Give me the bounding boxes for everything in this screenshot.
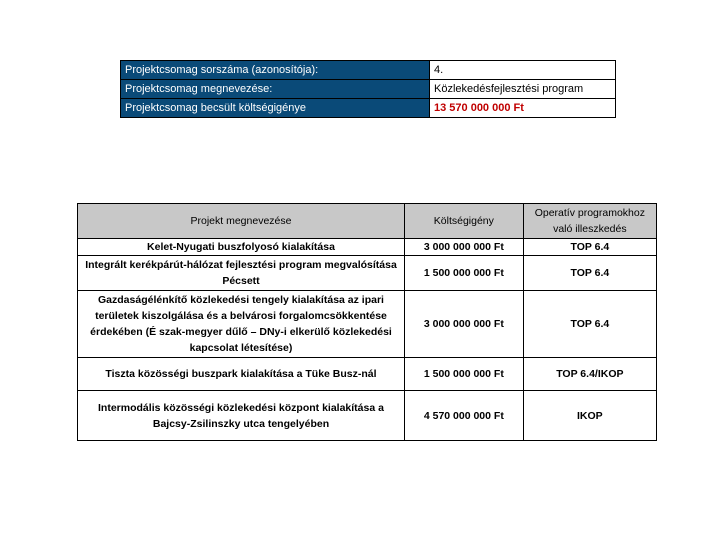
project-cost: 4 570 000 000 Ft	[404, 391, 523, 441]
project-name: Kelet-Nyugati buszfolyosó kialakítása	[78, 239, 405, 256]
info-value-name: Közlekedésfejlesztési program	[430, 80, 616, 99]
project-program: TOP 6.4	[523, 256, 656, 291]
project-name: Tiszta közösségi buszpark kialakítása a Tüke Busz-nál	[78, 358, 405, 391]
info-label-id: Projektcsomag sorszáma (azonosítója):	[121, 61, 430, 80]
project-package-info-table	[120, 60, 616, 118]
table-row	[78, 391, 657, 441]
project-program: IKOP	[523, 391, 656, 441]
header-project-name: Projekt megnevezése	[78, 204, 405, 239]
info-label-name: Projektcsomag megnevezése:	[121, 80, 430, 99]
info-value-id: 4.	[430, 61, 616, 80]
project-program: TOP 6.4	[523, 291, 656, 358]
header-program: Operatív programokhoz való illeszkedés	[523, 204, 656, 239]
table-row	[78, 256, 657, 291]
info-row-cost	[121, 99, 616, 118]
project-cost: 1 500 000 000 Ft	[404, 256, 523, 291]
project-cost: 1 500 000 000 Ft	[404, 358, 523, 391]
table-row	[78, 239, 657, 256]
project-name: Integrált kerékpárút-hálózat fejlesztési program megvalósítása Pécsett	[78, 256, 405, 291]
project-name: Intermodális közösségi közlekedési központ kialakítása a Bajcsy-Zsilinszky utca tengelyében	[78, 391, 405, 441]
project-program: TOP 6.4	[523, 239, 656, 256]
table-row	[78, 358, 657, 391]
project-name: Gazdaságélénkítő közlekedési tengely kialakítása az ipari területek kiszolgálása és a belvárosi forgalomcsökkentése érdekében (É szak-megyer dűlő – DNy-i elkerülő közlekedési kapcsolat létesítése)	[78, 291, 405, 358]
header-cost: Költségigény	[404, 204, 523, 239]
project-program: TOP 6.4/IKOP	[523, 358, 656, 391]
info-row-name	[121, 80, 616, 99]
project-cost: 3 000 000 000 Ft	[404, 239, 523, 256]
table-row	[78, 291, 657, 358]
info-row-id	[121, 61, 616, 80]
info-label-cost: Projektcsomag becsült költségigénye	[121, 99, 430, 118]
project-cost: 3 000 000 000 Ft	[404, 291, 523, 358]
projects-header-row	[78, 204, 657, 239]
projects-table	[77, 203, 657, 441]
info-value-cost: 13 570 000 000 Ft	[430, 99, 616, 118]
